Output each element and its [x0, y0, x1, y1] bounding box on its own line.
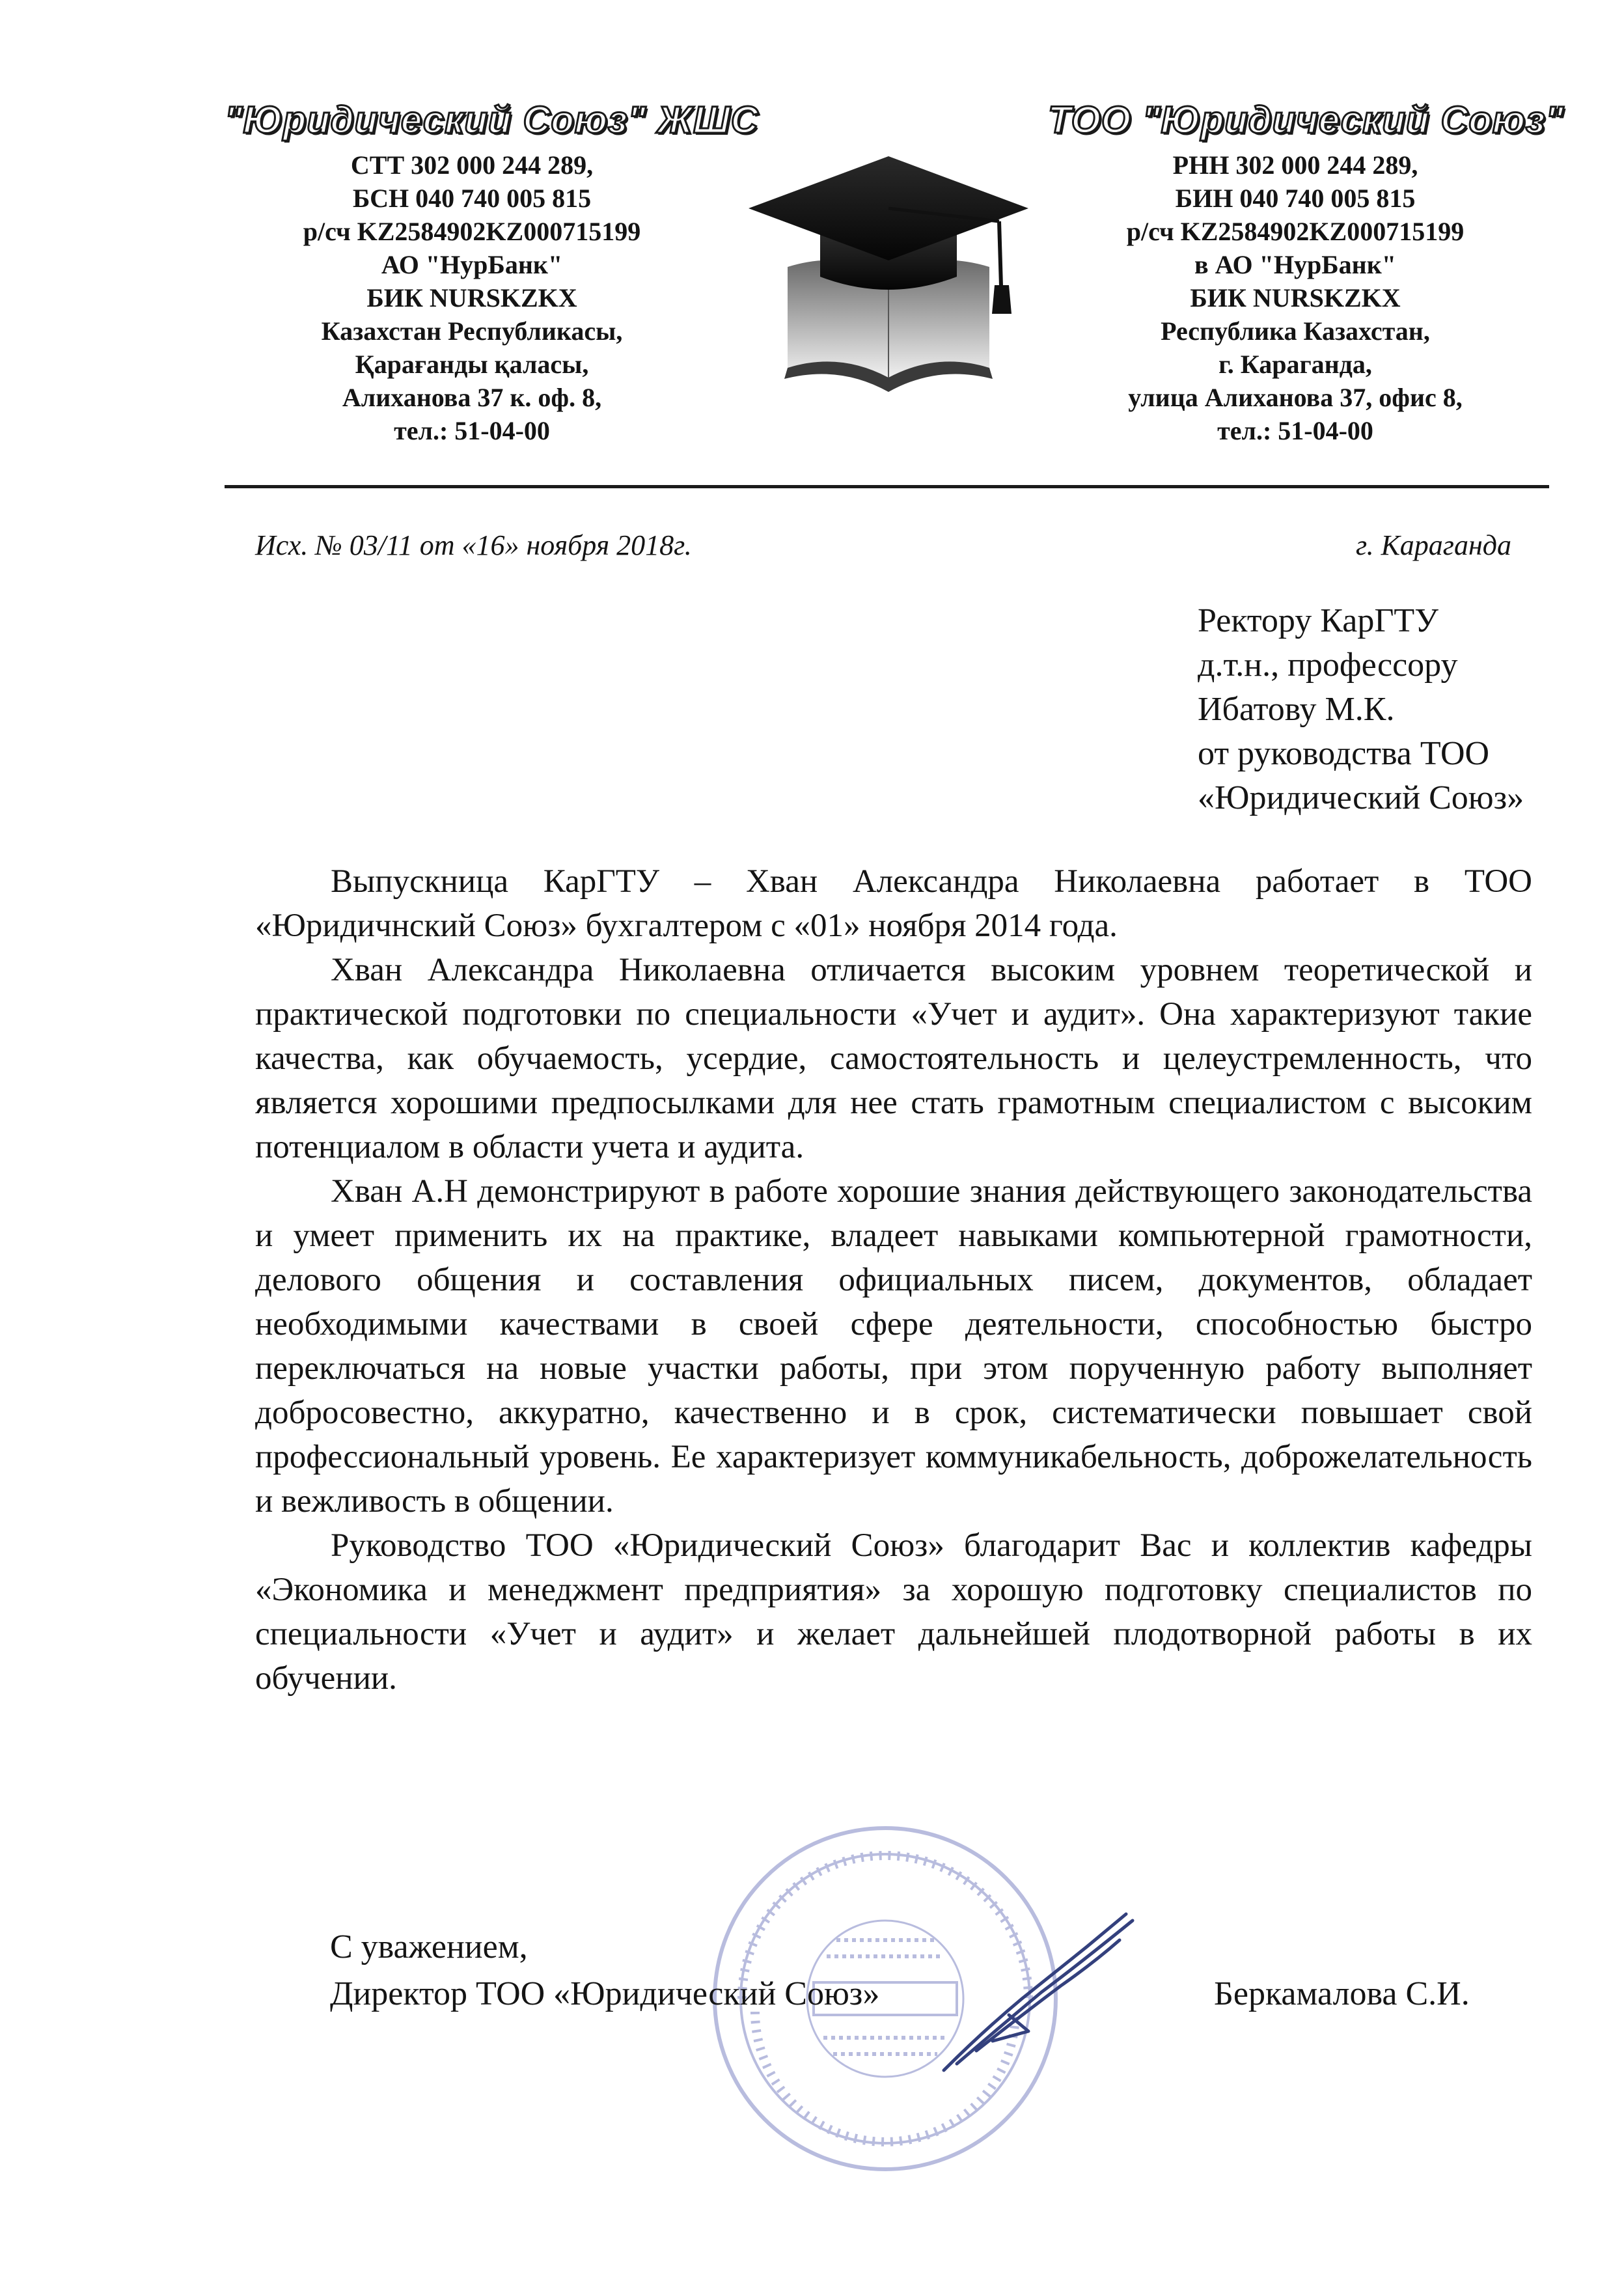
handwritten-signature-icon [931, 1901, 1146, 2083]
letterhead-left-line: БИК NURSKZKX [366, 283, 577, 312]
letterhead-left-line: р/сч KZ2584902KZ000715199 [303, 217, 641, 246]
addressee-line: Ректору КарГТУ [1198, 602, 1438, 639]
letterhead-right-line: РНН 302 000 244 289, [1172, 150, 1418, 180]
body-paragraph: Хван А.Н демонстрируют в работе хорошие знания действующего законодательства и умеет применить их на практике, владеет навыками компьютерной грамотности, делового общения и составления официальных писем, документов, обладает необходимыми качествами в своей сфере деятельности, способностью быстро переключаться на новые участки работы, при этом порученную работу выполняет добросовестно, аккуратно, качественно и в срок, систематически повышает свой профессиональный уровень. Ее характеризует коммуникабельность, доброжелательность и вежливость в общении. [255, 1173, 1532, 1520]
signatory-title: Директор ТОО «Юридический Союз» [330, 1975, 880, 2012]
letterhead-left-line: Казахстан Республикасы, [321, 316, 623, 346]
letterhead-left-line: СТТ 302 000 244 289, [350, 150, 594, 180]
letterhead-left-brand: "Юридический Союз" ЖШС [225, 99, 759, 141]
letterhead-right-line: Республика Казахстан, [1161, 316, 1430, 346]
letterhead-right-line: в АО "НурБанк" [1194, 250, 1396, 279]
letterhead-right [1048, 98, 1565, 447]
letterhead-right-line: тел.: 51-04-00 [1217, 416, 1373, 445]
letterhead-left-line: Қарағанды қаласы, [355, 350, 589, 379]
header-divider [225, 485, 1549, 488]
letterhead-left-line: тел.: 51-04-00 [394, 416, 550, 445]
closing-phrase: С уважением, [330, 1928, 528, 1965]
letter-body [255, 859, 1532, 1701]
addressee-line: Ибатову М.К. [1198, 691, 1395, 728]
body-paragraph: Выпускница КарГТУ – Хван Александра Николаевна работает в ТОО «Юридичнский Союз» бухгалтером с «01» ноября 2014 года. [255, 863, 1532, 944]
body-paragraph: Руководство ТОО «Юридический Союз» благодарит Вас и коллектив кафедры «Экономика и менеджмент предприятия» за хорошую подготовку специалистов по специальности «Учет и аудит» и желает дальнейшей плодотворной работы в их обучении. [255, 1527, 1532, 1697]
letterhead-right-line: р/сч KZ2584902KZ000715199 [1126, 217, 1465, 246]
outgoing-reference: Исх. № 03/11 от «16» ноября 2018г. [255, 529, 692, 561]
addressee-line: от руководства ТОО [1198, 735, 1490, 772]
addressee-line: д.т.н., профессору [1198, 646, 1458, 684]
letterhead-left [225, 98, 759, 447]
graduation-cap-book-icon [742, 137, 1035, 410]
letterhead-left-line: БСН 040 740 005 815 [352, 184, 592, 213]
city-line: г. Караганда [1356, 529, 1512, 561]
addressee-block [1198, 599, 1562, 820]
letterhead-left-line: АО "НурБанк" [381, 250, 563, 279]
letterhead-left-line: Алиханова 37 к. оф. 8, [342, 383, 602, 412]
letterhead-right-line: г. Караганда, [1218, 350, 1372, 379]
addressee-line: «Юридический Союз» [1198, 779, 1524, 816]
letterhead-right-line: БИК NURSKZKX [1190, 283, 1401, 312]
signatory-name: Беркамалова С.И. [1214, 1975, 1470, 2012]
letterhead-right-line: улица Алиханова 37, офис 8, [1128, 383, 1463, 412]
body-paragraph: Хван Александра Николаевна отличается высоким уровнем теоретической и практической подготовки по специальности «Учет и аудит». Она характеризуют такие качества, как обучаемость, усердие, самостоятельность и целеустремленность, что является хорошими предпосылками для нее стать грамотным специалистом с высоким потенциалом в области учета и аудита. [255, 952, 1532, 1165]
signature-block [330, 1924, 879, 2018]
letterhead-right-line: БИН 040 740 005 815 [1175, 184, 1416, 213]
letterhead-right-brand: ТОО "Юридический Союз" [1048, 99, 1565, 141]
